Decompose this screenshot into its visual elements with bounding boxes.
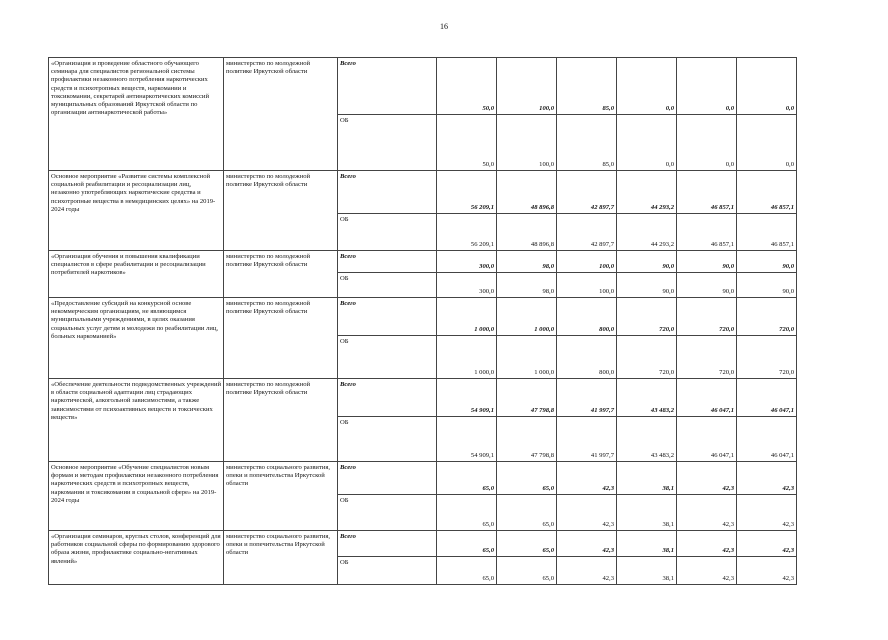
ob-value-cell: 65,0 [497,557,557,585]
table-row [49,531,797,557]
total-value-cell: 85,0 [557,58,617,115]
ob-value-cell: 800,0 [557,336,617,379]
table-row [49,58,797,115]
ob-value-cell: 46 857,1 [677,214,737,251]
table-row [49,462,797,495]
total-value-cell: 65,0 [437,462,497,495]
total-value-cell: 98,0 [497,251,557,273]
table-row [49,251,797,273]
total-value-cell: 47 798,8 [497,379,557,417]
ob-value-cell: 50,0 [437,115,497,171]
ob-value-cell: 100,0 [497,115,557,171]
ob-value-cell: 720,0 [737,336,797,379]
total-value-cell: 38,1 [617,462,677,495]
total-value-cell: 42,3 [737,531,797,557]
total-value-cell: 1 000,0 [437,298,497,336]
ob-value-cell: 1 000,0 [437,336,497,379]
ob-value-cell: 48 896,8 [497,214,557,251]
ob-value-cell: 0,0 [677,115,737,171]
total-value-cell: 0,0 [737,58,797,115]
total-value-cell: 42,3 [677,462,737,495]
total-value-cell: 42,3 [677,531,737,557]
funding-source-ob: ОБ [338,557,437,585]
ob-value-cell: 1 000,0 [497,336,557,379]
funding-source-ob: ОБ [338,417,437,462]
total-value-cell: 46 047,1 [737,379,797,417]
total-value-cell: 44 293,2 [617,171,677,214]
total-value-cell: 41 997,7 [557,379,617,417]
total-value-cell: 100,0 [497,58,557,115]
ob-value-cell: 46 047,1 [677,417,737,462]
activity-description: «Организация и проведение областного обучающего семинара для специалистов региональной системы профилактики незаконного потребления наркотических средств и психотропных веществ, наркомании и токсикомании, секретарей антинаркотических комиссий муниципальных образований Иркутской области по организации антинаркотической работы» [49,58,224,171]
total-value-cell: 720,0 [737,298,797,336]
ob-value-cell: 42,3 [557,495,617,531]
total-value-cell: 65,0 [497,531,557,557]
ob-value-cell: 42,3 [737,557,797,585]
responsible-executor: министерство по молодежной политике Иркутской области [224,58,338,171]
responsible-executor: министерство по молодежной политике Иркутской области [224,379,338,462]
total-value-cell: 90,0 [617,251,677,273]
table-row [49,379,797,417]
funding-source-total: Всего [338,462,437,495]
activity-description: Основное мероприятие «Развитие системы комплексной социальной реабилитации и ресоциализации лиц, незаконно употребляющих наркотические средства и психотропные вещества в немедицинских целях» на 2019-2024 годы [49,171,224,251]
ob-value-cell: 41 997,7 [557,417,617,462]
ob-value-cell: 42 897,7 [557,214,617,251]
total-value-cell: 0,0 [617,58,677,115]
funding-source-ob: ОБ [338,495,437,531]
ob-value-cell: 65,0 [437,495,497,531]
responsible-executor: министерство по молодежной политике Иркутской области [224,251,338,298]
funding-source-ob: ОБ [338,273,437,298]
ob-value-cell: 54 909,1 [437,417,497,462]
total-value-cell: 90,0 [677,251,737,273]
total-value-cell: 90,0 [737,251,797,273]
page-number: 16 [440,22,448,31]
table-row [49,298,797,336]
ob-value-cell: 42,3 [557,557,617,585]
total-value-cell: 38,1 [617,531,677,557]
ob-value-cell: 43 483,2 [617,417,677,462]
table-body [49,58,797,585]
total-value-cell: 46 857,1 [737,171,797,214]
activity-description: «Организация обучения и повышения квалификации специалистов в сфере реабилитации и ресоциализации потребителей наркотиков» [49,251,224,298]
total-value-cell: 720,0 [617,298,677,336]
funding-source-total: Всего [338,58,437,115]
activity-description: «Организация семинаров, круглых столов, конференций для работников социальной сферы по формированию здорового образа жизни, профилактике социально-негативных явлений» [49,531,224,585]
ob-value-cell: 90,0 [737,273,797,298]
responsible-executor: министерство социального развития, опеки и попечительства Иркутской области [224,462,338,531]
total-value-cell: 42,3 [557,531,617,557]
ob-value-cell: 100,0 [557,273,617,298]
funding-source-ob: ОБ [338,115,437,171]
activity-description: «Обеспечение деятельности подведомственных учреждений в области социальной адаптации лиц страдающих наркотической, алкогольной зависимостями, а также зависимостями от психоактивных веществ и токсических веществ» [49,379,224,462]
total-value-cell: 0,0 [677,58,737,115]
ob-value-cell: 46 047,1 [737,417,797,462]
ob-value-cell: 47 798,8 [497,417,557,462]
ob-value-cell: 0,0 [737,115,797,171]
ob-value-cell: 42,3 [737,495,797,531]
funding-source-ob: ОБ [338,214,437,251]
total-value-cell: 42,3 [737,462,797,495]
funding-source-total: Всего [338,531,437,557]
funding-source-ob: ОБ [338,336,437,379]
ob-value-cell: 90,0 [617,273,677,298]
budget-table [48,57,797,585]
total-value-cell: 50,0 [437,58,497,115]
ob-value-cell: 300,0 [437,273,497,298]
total-value-cell: 1 000,0 [497,298,557,336]
total-value-cell: 300,0 [437,251,497,273]
responsible-executor: министерство социального развития, опеки и попечительства Иркутской области [224,531,338,585]
ob-value-cell: 0,0 [617,115,677,171]
total-value-cell: 46 047,1 [677,379,737,417]
ob-value-cell: 46 857,1 [737,214,797,251]
total-value-cell: 65,0 [437,531,497,557]
ob-value-cell: 65,0 [437,557,497,585]
total-value-cell: 65,0 [497,462,557,495]
total-value-cell: 800,0 [557,298,617,336]
responsible-executor: министерство по молодежной политике Иркутской области [224,298,338,379]
total-value-cell: 720,0 [677,298,737,336]
total-value-cell: 48 896,8 [497,171,557,214]
ob-value-cell: 56 209,1 [437,214,497,251]
total-value-cell: 100,0 [557,251,617,273]
total-value-cell: 54 909,1 [437,379,497,417]
total-value-cell: 46 857,1 [677,171,737,214]
total-value-cell: 42,3 [557,462,617,495]
ob-value-cell: 38,1 [617,557,677,585]
total-value-cell: 43 483,2 [617,379,677,417]
ob-value-cell: 42,3 [677,557,737,585]
funding-source-total: Всего [338,298,437,336]
ob-value-cell: 720,0 [617,336,677,379]
total-value-cell: 56 209,1 [437,171,497,214]
total-value-cell: 42 897,7 [557,171,617,214]
activity-description: «Предоставление субсидий на конкурсной основе некоммерческим организациям, не являющимся муниципальными учреждениями, в целях оказания социальных услуг детям и молодежи по реабилитации лиц, больных наркоманией» [49,298,224,379]
ob-value-cell: 38,1 [617,495,677,531]
ob-value-cell: 98,0 [497,273,557,298]
ob-value-cell: 90,0 [677,273,737,298]
ob-value-cell: 85,0 [557,115,617,171]
activity-description: Основное мероприятие «Обучение специалистов новым формам и методам профилактики незаконного потребления наркотических средств и психотропных веществ, наркомании и токсикомании в социальной сфере» на 2019-2024 годы [49,462,224,531]
table-row [49,171,797,214]
ob-value-cell: 42,3 [677,495,737,531]
funding-source-total: Всего [338,379,437,417]
ob-value-cell: 720,0 [677,336,737,379]
responsible-executor: министерство по молодежной политике Иркутской области [224,171,338,251]
funding-source-total: Всего [338,251,437,273]
ob-value-cell: 65,0 [497,495,557,531]
funding-source-total: Всего [338,171,437,214]
ob-value-cell: 44 293,2 [617,214,677,251]
